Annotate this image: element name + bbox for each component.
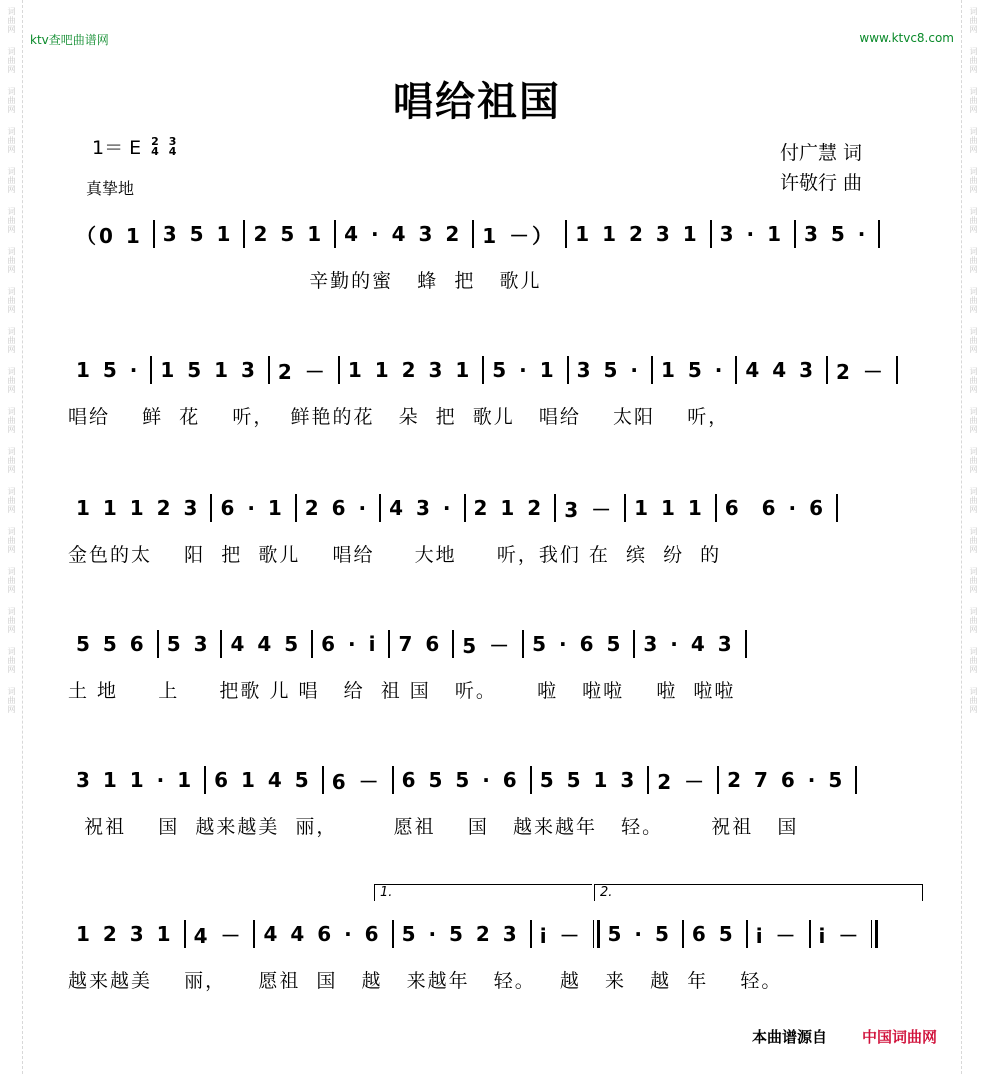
watermark-text: 词曲网	[7, 607, 16, 634]
measure: i －	[539, 923, 583, 948]
barline	[896, 356, 898, 384]
watermark-text: 词曲网	[7, 447, 16, 474]
measure: 3 5 ·	[576, 358, 641, 382]
measure: 6 · 1	[220, 496, 285, 520]
watermark-text: 词曲网	[7, 647, 16, 674]
lyric-line: 越来越美 丽， 愿祖 国 越 来越年 轻。 越 来 越 年 轻。	[68, 970, 783, 992]
watermark-text: 词曲网	[7, 567, 16, 594]
measure: 6 －	[331, 769, 382, 794]
watermark-text: 词曲网	[969, 167, 978, 194]
measure: 1 1 2 3 1	[575, 222, 700, 246]
watermark-text: 词曲网	[969, 287, 978, 314]
measure: 5 · 5	[607, 922, 672, 946]
watermark-text: 词曲网	[969, 7, 978, 34]
watermark-text: 词曲网	[7, 167, 16, 194]
watermark-text: 词曲网	[7, 487, 16, 514]
watermark-text: 词曲网	[969, 87, 978, 114]
measure: 5 · 6 5	[532, 632, 624, 656]
footer-source-label: 本曲谱源自	[752, 1028, 828, 1046]
final-barline	[871, 920, 878, 948]
watermark-text: 词曲网	[969, 647, 978, 674]
watermark-text: 词曲网	[969, 247, 978, 274]
measure: 4 3 ·	[389, 496, 454, 520]
watermark-text: 词曲网	[7, 7, 16, 34]
watermark-text: 词曲网	[7, 87, 16, 114]
measure: 2 －	[277, 359, 328, 384]
watermark-text: 词曲网	[7, 247, 16, 274]
watermark-text: 词曲网	[969, 367, 978, 394]
measure: 4 －	[193, 923, 244, 948]
measure: 1 －）	[482, 223, 556, 248]
lyricist: 付广慧 词	[780, 142, 863, 164]
measure: 6 5	[691, 922, 736, 946]
composer: 许敬行 曲	[780, 172, 863, 194]
measure: 7 6	[398, 632, 443, 656]
measure: 2 －	[657, 769, 708, 794]
measure: 4 4 6 · 6	[263, 922, 382, 946]
left-watermark-strip	[0, 0, 23, 1074]
watermark-text: 词曲网	[7, 207, 16, 234]
measure: 1 1 1 2 3	[76, 496, 201, 520]
measure: 4 4 3	[745, 358, 817, 382]
measure: （0 1	[76, 223, 143, 248]
watermark-text: 词曲网	[969, 487, 978, 514]
measure: 3 · 1	[719, 222, 784, 246]
barline	[878, 220, 880, 248]
watermark-text: 词曲网	[7, 127, 16, 154]
key-label: 1＝ E	[92, 137, 142, 159]
measure: 3 5 ·	[803, 222, 869, 246]
watermark-text: 词曲网	[969, 527, 978, 554]
volta-second-ending: 2.	[594, 884, 923, 901]
measure: i －	[755, 923, 799, 948]
measure: 3 5 1	[162, 222, 234, 246]
watermark-text: 词曲网	[969, 687, 978, 714]
lyric-line: 土 地 上 把歌 儿 唱 给 祖 国 听。 啦 啦啦 啦 啦啦	[68, 680, 736, 702]
measure: 5 －	[462, 633, 513, 658]
measure: 2 －	[836, 359, 886, 384]
barline	[855, 766, 857, 794]
watermark-text: 词曲网	[7, 367, 16, 394]
right-watermark-strip	[961, 0, 984, 1074]
watermark-text: 词曲网	[7, 327, 16, 354]
watermark-text: 词曲网	[969, 607, 978, 634]
measure: 1 5 ·	[76, 358, 141, 382]
lyric-line: 祝祖 国 越来越美 丽， 愿祖 国 越来越年 轻。 祝祖 国	[68, 816, 799, 838]
barline	[745, 630, 747, 658]
measure: 6 1 4 5	[214, 768, 312, 792]
score-row	[68, 486, 928, 530]
measure: 2 5 1	[253, 222, 325, 246]
score-row	[68, 912, 928, 956]
watermark-text: 词曲网	[969, 207, 978, 234]
measure: 2 1 2	[473, 496, 545, 520]
measure: 1 5 1 3	[160, 358, 258, 382]
measure: 1 1 1	[634, 496, 705, 520]
key-signature	[92, 133, 176, 160]
measure: 2 6 ·	[304, 496, 370, 520]
measure: 1 1 2 3 1	[347, 358, 473, 382]
lyric-line: 辛勤的蜜 蜂 把 歌儿	[68, 270, 542, 292]
measure: 3 －	[564, 497, 615, 522]
watermark-text: 词曲网	[7, 47, 16, 74]
watermark-text: 词曲网	[969, 327, 978, 354]
measure: 5 · 1	[492, 358, 557, 382]
watermark-text: 词曲网	[969, 47, 978, 74]
measure: 6 · i	[321, 632, 379, 656]
score-row	[68, 758, 928, 802]
measure: 4 4 5	[230, 632, 302, 656]
measure: 6 5 5 · 6	[401, 768, 520, 792]
measure: 5 3	[166, 632, 211, 656]
measure: 5 · 5 2 3	[401, 922, 520, 946]
watermark-text: 词曲网	[7, 687, 16, 714]
measure: 5 5 1 3	[539, 768, 638, 792]
credits	[780, 138, 862, 198]
tempo-marking: 真挚地	[86, 179, 135, 198]
measure: 3 1 1 · 1	[76, 768, 195, 792]
measure: 6 6 · 6	[724, 496, 826, 520]
measure: i －	[818, 923, 862, 948]
repeat-barline	[593, 920, 600, 948]
footer-brand-link[interactable]: 中国词曲网	[862, 1028, 938, 1046]
watermark-text: 词曲网	[969, 567, 978, 594]
lyric-line: 金色的太 阳 把 歌儿 唱给 大地 听，我们 在 缤 纷 的	[68, 544, 722, 566]
watermark-text: 词曲网	[7, 287, 16, 314]
score-row	[68, 212, 928, 256]
time-signature-1: 2 4	[151, 134, 159, 158]
barline	[836, 494, 838, 522]
score-row	[68, 622, 928, 666]
measure: 3 · 4 3	[643, 632, 735, 656]
measure: 1 5 ·	[660, 358, 726, 382]
site-name-left: ktv查吧曲谱网	[30, 33, 109, 47]
lyric-line: 唱给 鲜 花 听， 鲜艳的花 朵 把 歌儿 唱给 太阳 听，	[68, 406, 730, 428]
watermark-text: 词曲网	[7, 407, 16, 434]
measure: 5 5 6	[76, 632, 147, 656]
measure: 2 7 6 · 5	[727, 768, 846, 792]
watermark-text: 词曲网	[969, 127, 978, 154]
score-row	[68, 348, 928, 392]
time-signature-2: 3 4	[168, 134, 177, 158]
measure: 4 · 4 3 2	[344, 222, 463, 246]
watermark-text: 词曲网	[969, 407, 978, 434]
measure: 1 2 3 1	[76, 922, 174, 946]
site-url-right: www.ktvc8.com	[859, 31, 954, 45]
volta-first-ending: 1.	[374, 884, 592, 901]
song-title: 唱给祖国	[393, 79, 561, 125]
watermark-text: 词曲网	[7, 527, 16, 554]
watermark-text: 词曲网	[969, 447, 978, 474]
